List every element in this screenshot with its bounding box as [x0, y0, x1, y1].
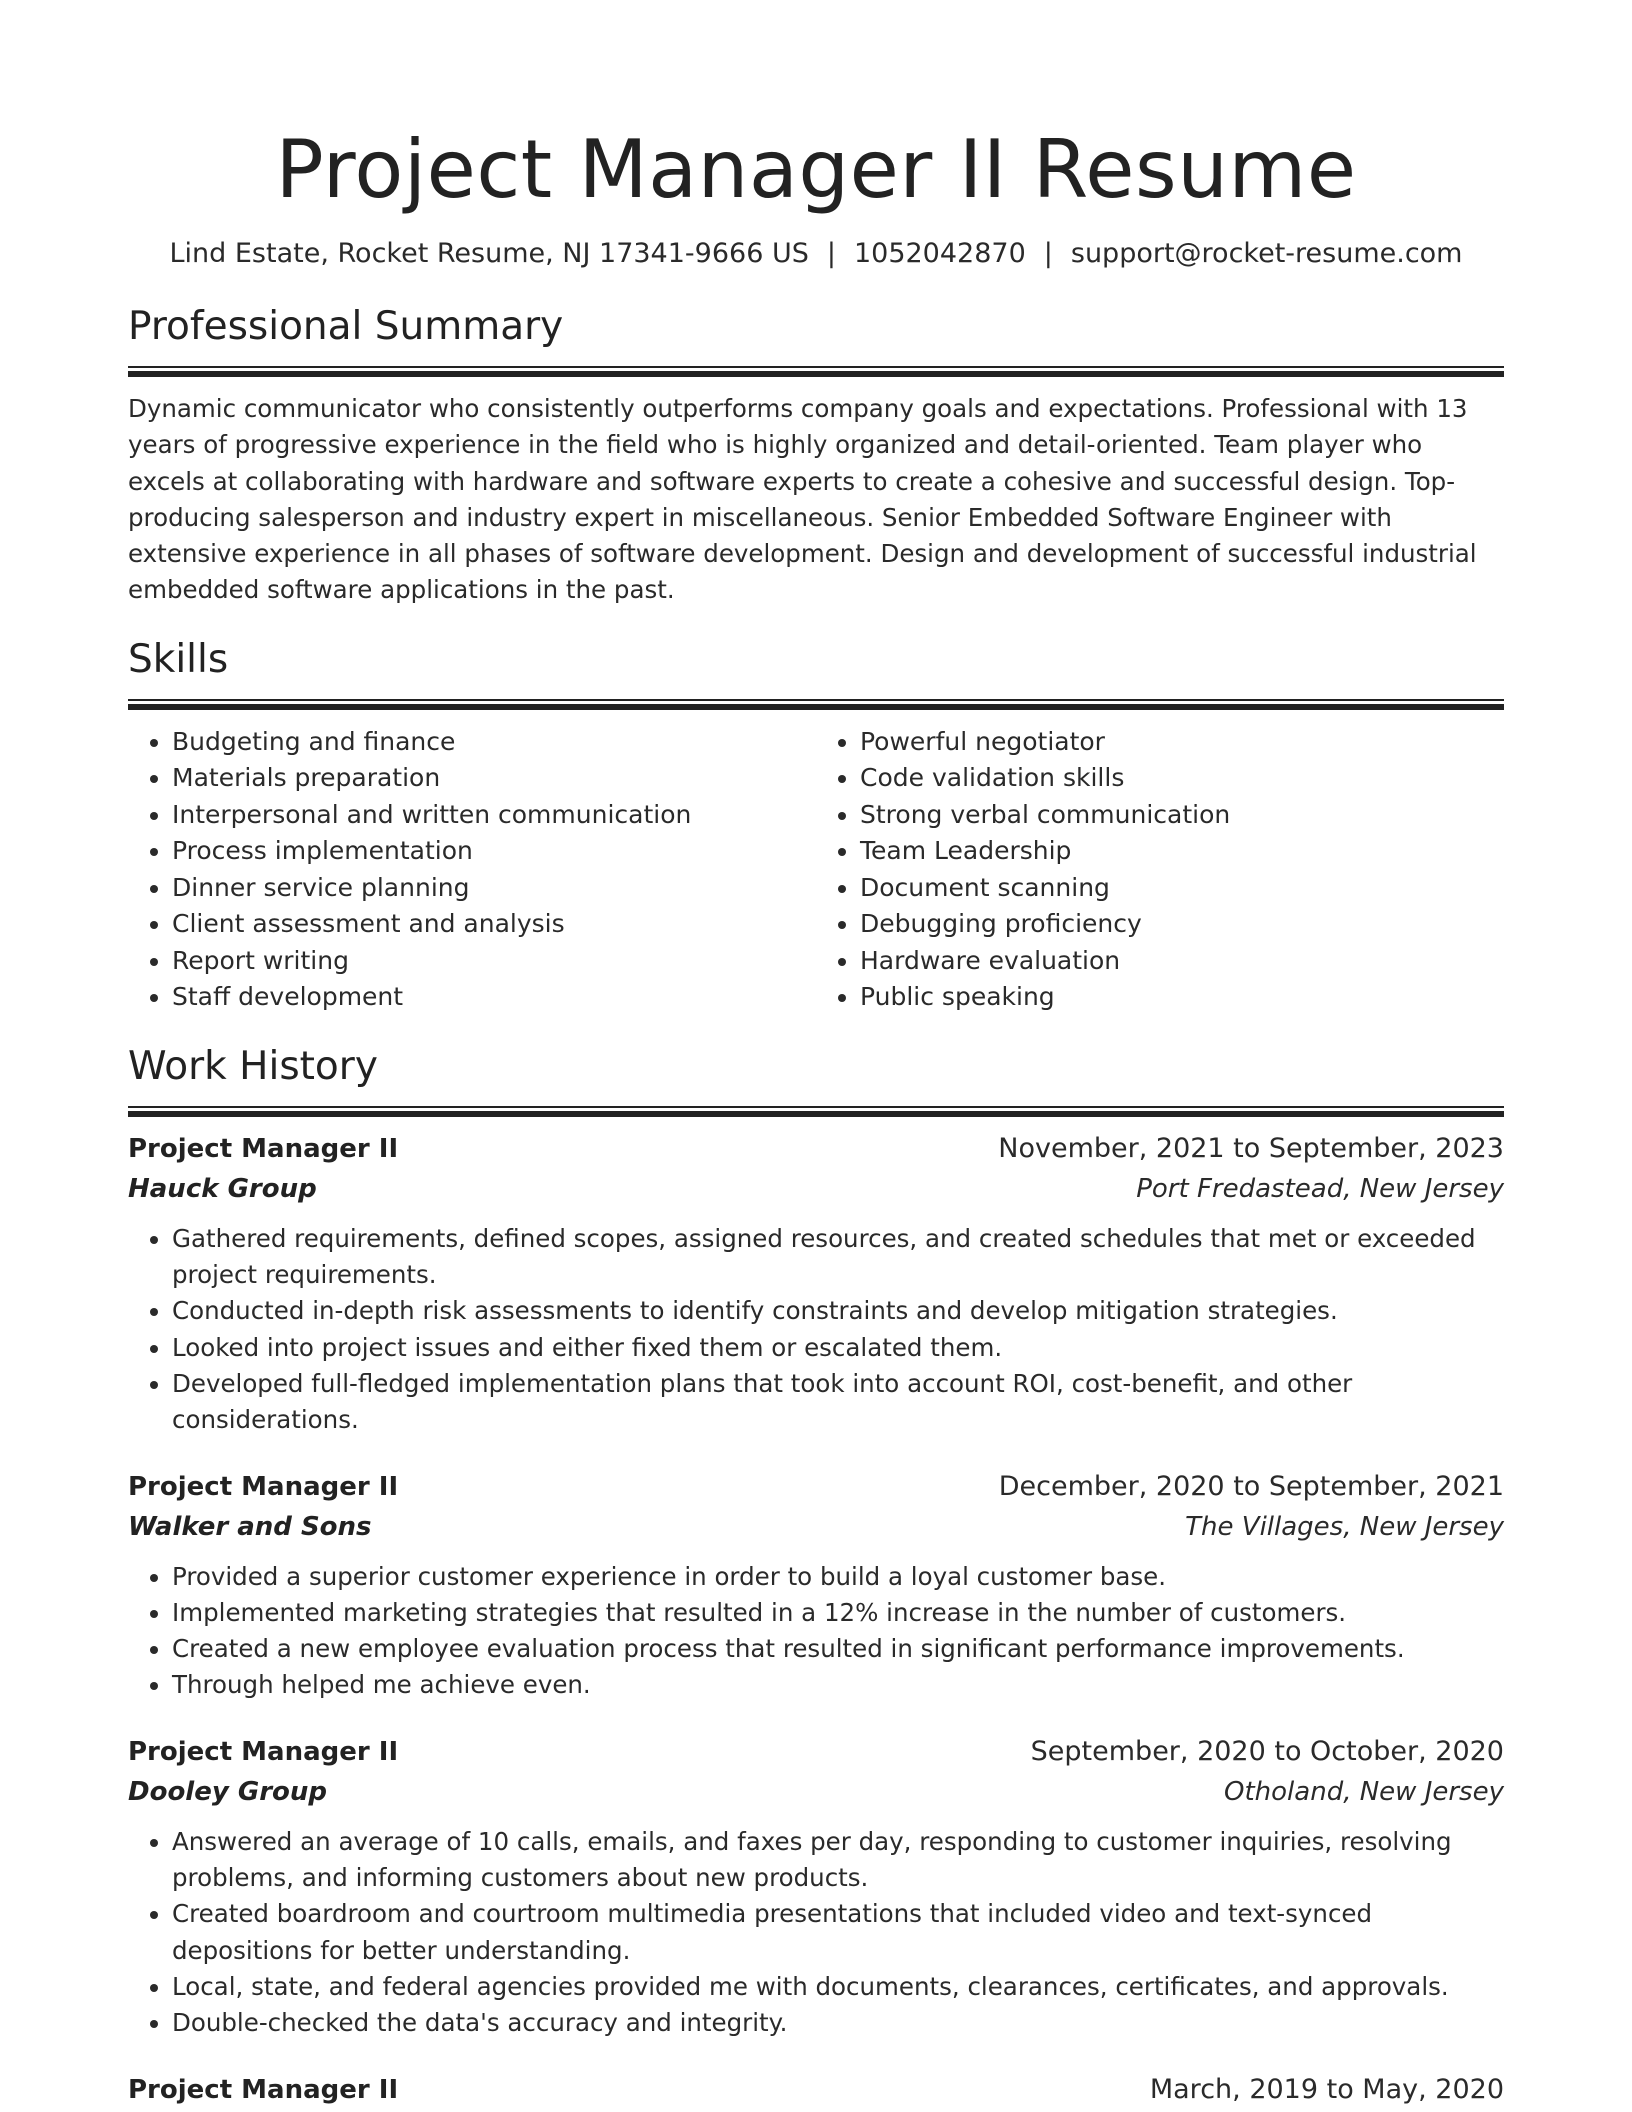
skill-item: • Document scanning — [860, 870, 1504, 907]
job-bullets — [128, 1824, 1504, 2042]
skills-grid — [128, 724, 1504, 1016]
job-title: Project Manager II — [128, 1133, 399, 1164]
skill-item: • Hardware evaluation — [860, 943, 1504, 980]
job-header-row — [128, 2070, 1504, 2110]
job-bullet: • Created boardroom and courtroom multimedia presentations that included video and text-synced depositions for better understanding. — [172, 1896, 1504, 1969]
skill-item: • Dinner service planning — [172, 870, 816, 907]
job-location: Port Fredastead, New Jersey — [1136, 1173, 1504, 1204]
skill-item: • Client assessment and analysis — [172, 906, 816, 943]
job-bullet: • Looked into project issues and either fixed them or escalated them. — [172, 1330, 1504, 1366]
skills-list-right — [816, 724, 1504, 1016]
job-header-row — [128, 1732, 1504, 1772]
contact-separator: | — [826, 238, 836, 269]
job-company: Walker and Sons — [128, 1511, 372, 1542]
job-bullet: • Gathered requirements, defined scopes, assigned resources, and created schedules that met or exceeded project requirements. — [172, 1221, 1504, 1294]
section-divider — [128, 699, 1504, 710]
skill-item: • Public speaking — [860, 979, 1504, 1016]
summary-section — [128, 302, 1504, 609]
job-header-row — [128, 1467, 1504, 1507]
contact-address: Lind Estate, Rocket Resume, NJ 17341-9666 US — [169, 238, 809, 269]
job-bullet: • Local, state, and federal agencies provided me with documents, clearances, certificates, and approvals. — [172, 1969, 1504, 2005]
contact-info — [128, 236, 1504, 272]
job-bullet: • Conducted in-depth risk assessments to identify constraints and develop mitigation strategies. — [172, 1293, 1504, 1329]
skill-item: • Process implementation — [172, 833, 816, 870]
skill-item: • Strong verbal communication — [860, 797, 1504, 834]
job-location: The Villages, New Jersey — [1185, 1511, 1504, 1542]
job-dates: September, 2020 to October, 2020 — [1030, 1735, 1504, 1767]
skill-item: • Powerful negotiator — [860, 724, 1504, 761]
job-bullets — [128, 1559, 1504, 1704]
job-entry — [128, 1467, 1504, 1704]
job-title: Project Manager II — [128, 1736, 399, 1767]
job-subheader-row — [128, 1169, 1504, 1209]
skill-item: • Report writing — [172, 943, 816, 980]
job-dates: December, 2020 to September, 2021 — [998, 1470, 1504, 1502]
job-entry — [128, 2070, 1504, 2110]
skill-item: • Staff development — [172, 979, 816, 1016]
job-title: Project Manager II — [128, 1471, 399, 1502]
skills-section — [128, 635, 1504, 1016]
job-company: Hauck Group — [128, 1173, 317, 1204]
page-title: Project Manager II Resume — [275, 123, 1357, 216]
job-dates: November, 2021 to September, 2023 — [998, 1132, 1504, 1164]
section-divider — [128, 366, 1504, 377]
job-entry — [128, 1129, 1504, 1439]
summary-heading: Professional Summary — [128, 304, 564, 349]
job-subheader-row — [128, 1507, 1504, 1547]
job-bullet: • Implemented marketing strategies that resulted in a 12% increase in the number of customers. — [172, 1595, 1504, 1631]
job-bullet: • Created a new employee evaluation process that resulted in significant performance improvements. — [172, 1631, 1504, 1667]
work-history-section — [128, 1042, 1504, 2110]
job-location: Otholand, New Jersey — [1224, 1776, 1504, 1807]
skills-heading: Skills — [128, 636, 229, 682]
job-subheader-row — [128, 1772, 1504, 1812]
contact-email: support@rocket-resume.com — [1070, 238, 1463, 269]
skill-item: • Budgeting and finance — [172, 724, 816, 761]
job-bullet: • Answered an average of 10 calls, emails, and faxes per day, responding to customer inquiries, resolving problems, and informing customers about new products. — [172, 1824, 1504, 1897]
job-bullet: • Through helped me achieve even. — [172, 1667, 1504, 1703]
job-dates: March, 2019 to May, 2020 — [1149, 2073, 1504, 2105]
job-bullet: • Developed full-fledged implementation plans that took into account ROI, cost-benefit, and other considerations. — [172, 1366, 1504, 1439]
skills-list-left — [128, 724, 816, 1016]
job-bullet: • Provided a superior customer experience in order to build a loyal customer base. — [172, 1559, 1504, 1595]
section-divider — [128, 1106, 1504, 1117]
job-entry — [128, 1732, 1504, 2042]
contact-separator: | — [1043, 238, 1053, 269]
contact-phone: 1052042870 — [853, 238, 1026, 269]
job-bullet: • Double-checked the data's accuracy and integrity. — [172, 2005, 1504, 2041]
skill-item: • Materials preparation — [172, 760, 816, 797]
work-history-heading: Work History — [128, 1043, 378, 1089]
summary-text: Dynamic communicator who consistently outperforms company goals and expectations. Professional with 13 years of progressive experience in the field who is highly organized and detail-oriented. Team player who excels at collaborating with hardware and software experts to create a cohesive and successful design. Top-producing salesperson and industry expert in miscellaneous. Senior Embedded Software Engineer with extensive experience in all phases of software development. Design and development of successful industrial embedded software applications in the past. — [128, 394, 1477, 605]
skill-item: • Interpersonal and written communication — [172, 797, 816, 834]
job-company: Dooley Group — [128, 1776, 327, 1807]
skill-item: • Team Leadership — [860, 833, 1504, 870]
skill-item: • Debugging proficiency — [860, 906, 1504, 943]
skill-item: • Code validation skills — [860, 760, 1504, 797]
job-header-row — [128, 1129, 1504, 1169]
job-bullets — [128, 1221, 1504, 1439]
job-title: Project Manager II — [128, 2074, 399, 2105]
